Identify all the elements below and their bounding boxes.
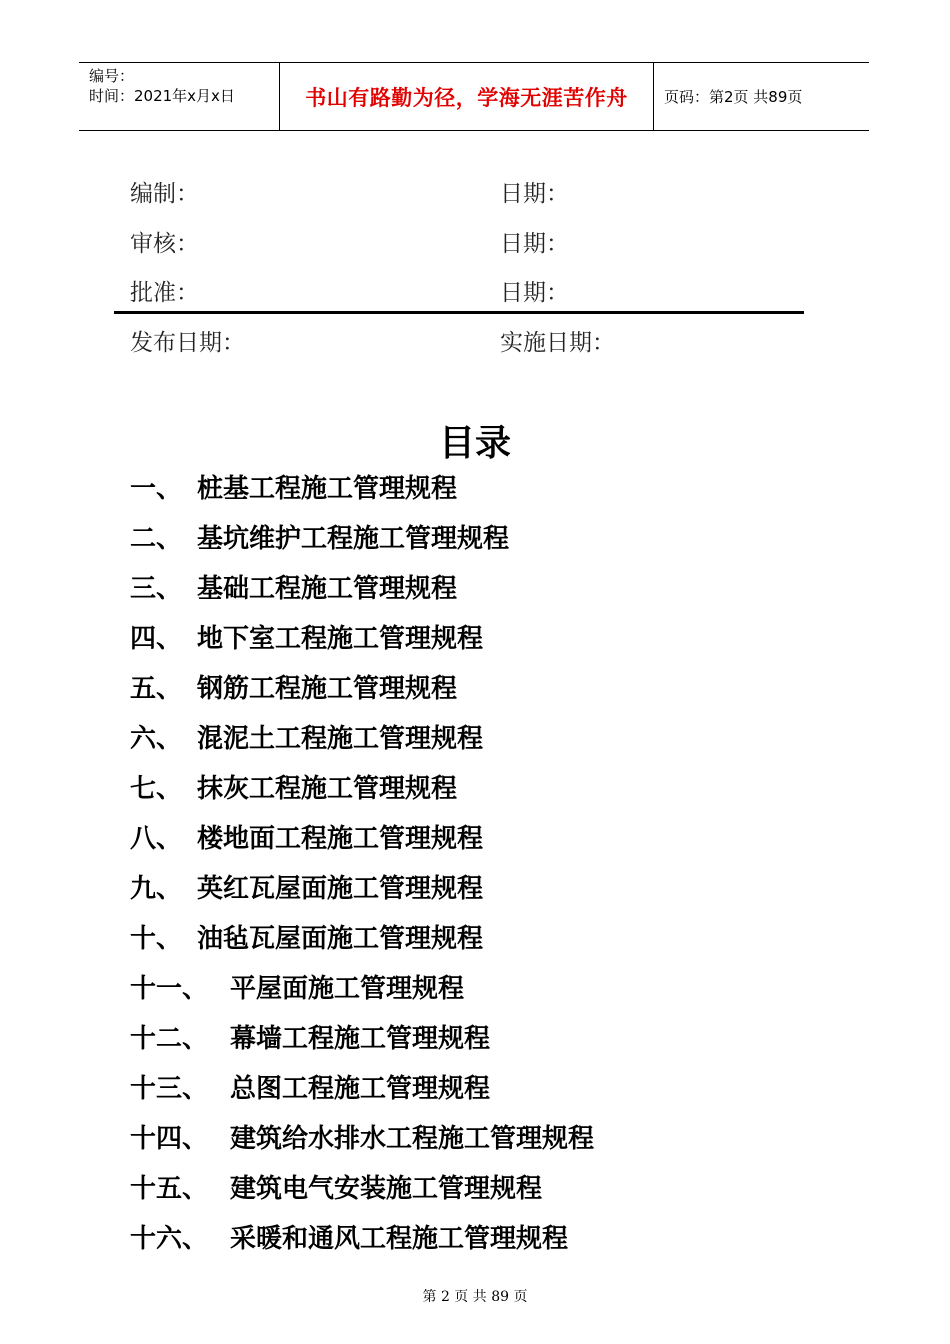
toc-item-text: 油毡瓦屋面施工管理规程 (197, 924, 484, 954)
toc-item-number: 一、 (130, 474, 183, 504)
toc-item-text: 基坑维护工程施工管理规程 (197, 524, 510, 554)
toc-item-text: 钢筋工程施工管理规程 (197, 674, 458, 704)
toc-item-text: 英红瓦屋面施工管理规程 (197, 874, 484, 904)
toc-item-text: 楼地面工程施工管理规程 (197, 824, 484, 854)
toc-item-text: 采暖和通风工程施工管理规程 (230, 1224, 569, 1254)
toc-item (130, 1070, 594, 1120)
toc-item (130, 820, 594, 870)
toc-list (130, 470, 594, 1270)
toc-item-text: 建筑给水排水工程施工管理规程 (230, 1124, 595, 1154)
toc-item-number: 十四、 (130, 1124, 209, 1154)
document-time-label: 时间：2021年x月x日 (89, 87, 235, 105)
toc-item (130, 720, 594, 770)
toc-item (130, 970, 594, 1020)
divider-rule (114, 311, 804, 314)
toc-item-number: 十、 (130, 924, 183, 954)
header-meta (79, 63, 280, 130)
toc-item (130, 620, 594, 670)
header-page-info: 页码：第2页 共89页 (664, 88, 803, 106)
toc-item (130, 870, 594, 920)
review-date-label: 日期： (500, 231, 569, 257)
toc-item (130, 920, 594, 970)
toc-item-number: 三、 (130, 574, 183, 604)
toc-item (130, 1220, 594, 1270)
toc-item (130, 570, 594, 620)
toc-item-text: 桩基工程施工管理规程 (197, 474, 458, 504)
toc-item-number: 十六、 (130, 1224, 209, 1254)
toc-item-text: 建筑电气安装施工管理规程 (230, 1174, 543, 1204)
toc-item-number: 十一、 (130, 974, 209, 1004)
toc-item (130, 520, 594, 570)
toc-item-number: 六、 (130, 724, 183, 754)
review-label: 审核： (130, 231, 199, 257)
toc-item-number: 二、 (130, 524, 183, 554)
approve-label: 批准： (130, 280, 199, 306)
toc-item-text: 基础工程施工管理规程 (197, 574, 458, 604)
toc-item-text: 抹灰工程施工管理规程 (197, 774, 458, 804)
header-motto: 书山有路勤为径，学海无涯苦作舟 (280, 63, 654, 130)
toc-item-number: 八、 (130, 824, 183, 854)
toc-item-text: 总图工程施工管理规程 (230, 1074, 491, 1104)
page-footer: 第 2 页 共 89 页 (422, 1289, 528, 1305)
toc-item-text: 混泥土工程施工管理规程 (197, 724, 484, 754)
toc-item (130, 1170, 594, 1220)
effective-date-label: 实施日期： (500, 330, 615, 356)
toc-item-number: 十五、 (130, 1174, 209, 1204)
toc-item-number: 五、 (130, 674, 183, 704)
toc-item (130, 1020, 594, 1070)
toc-item-number: 十三、 (130, 1074, 209, 1104)
release-date-label: 发布日期： (130, 330, 245, 356)
approve-date-label: 日期： (500, 280, 569, 306)
toc-item-text: 幕墙工程施工管理规程 (230, 1024, 491, 1054)
toc-item (130, 670, 594, 720)
document-header (79, 62, 869, 131)
toc-item (130, 470, 594, 520)
toc-item-number: 四、 (130, 624, 183, 654)
compile-label: 编制： (130, 181, 199, 207)
toc-item-text: 地下室工程施工管理规程 (197, 624, 484, 654)
toc-title: 目录 (438, 422, 511, 464)
toc-item (130, 1120, 594, 1170)
toc-item (130, 770, 594, 820)
document-number-label: 编号： (89, 67, 135, 85)
toc-item-number: 七、 (130, 774, 183, 804)
compile-date-label: 日期： (500, 181, 569, 207)
toc-item-number: 十二、 (130, 1024, 209, 1054)
toc-item-number: 九、 (130, 874, 183, 904)
toc-item-text: 平屋面施工管理规程 (230, 974, 465, 1004)
